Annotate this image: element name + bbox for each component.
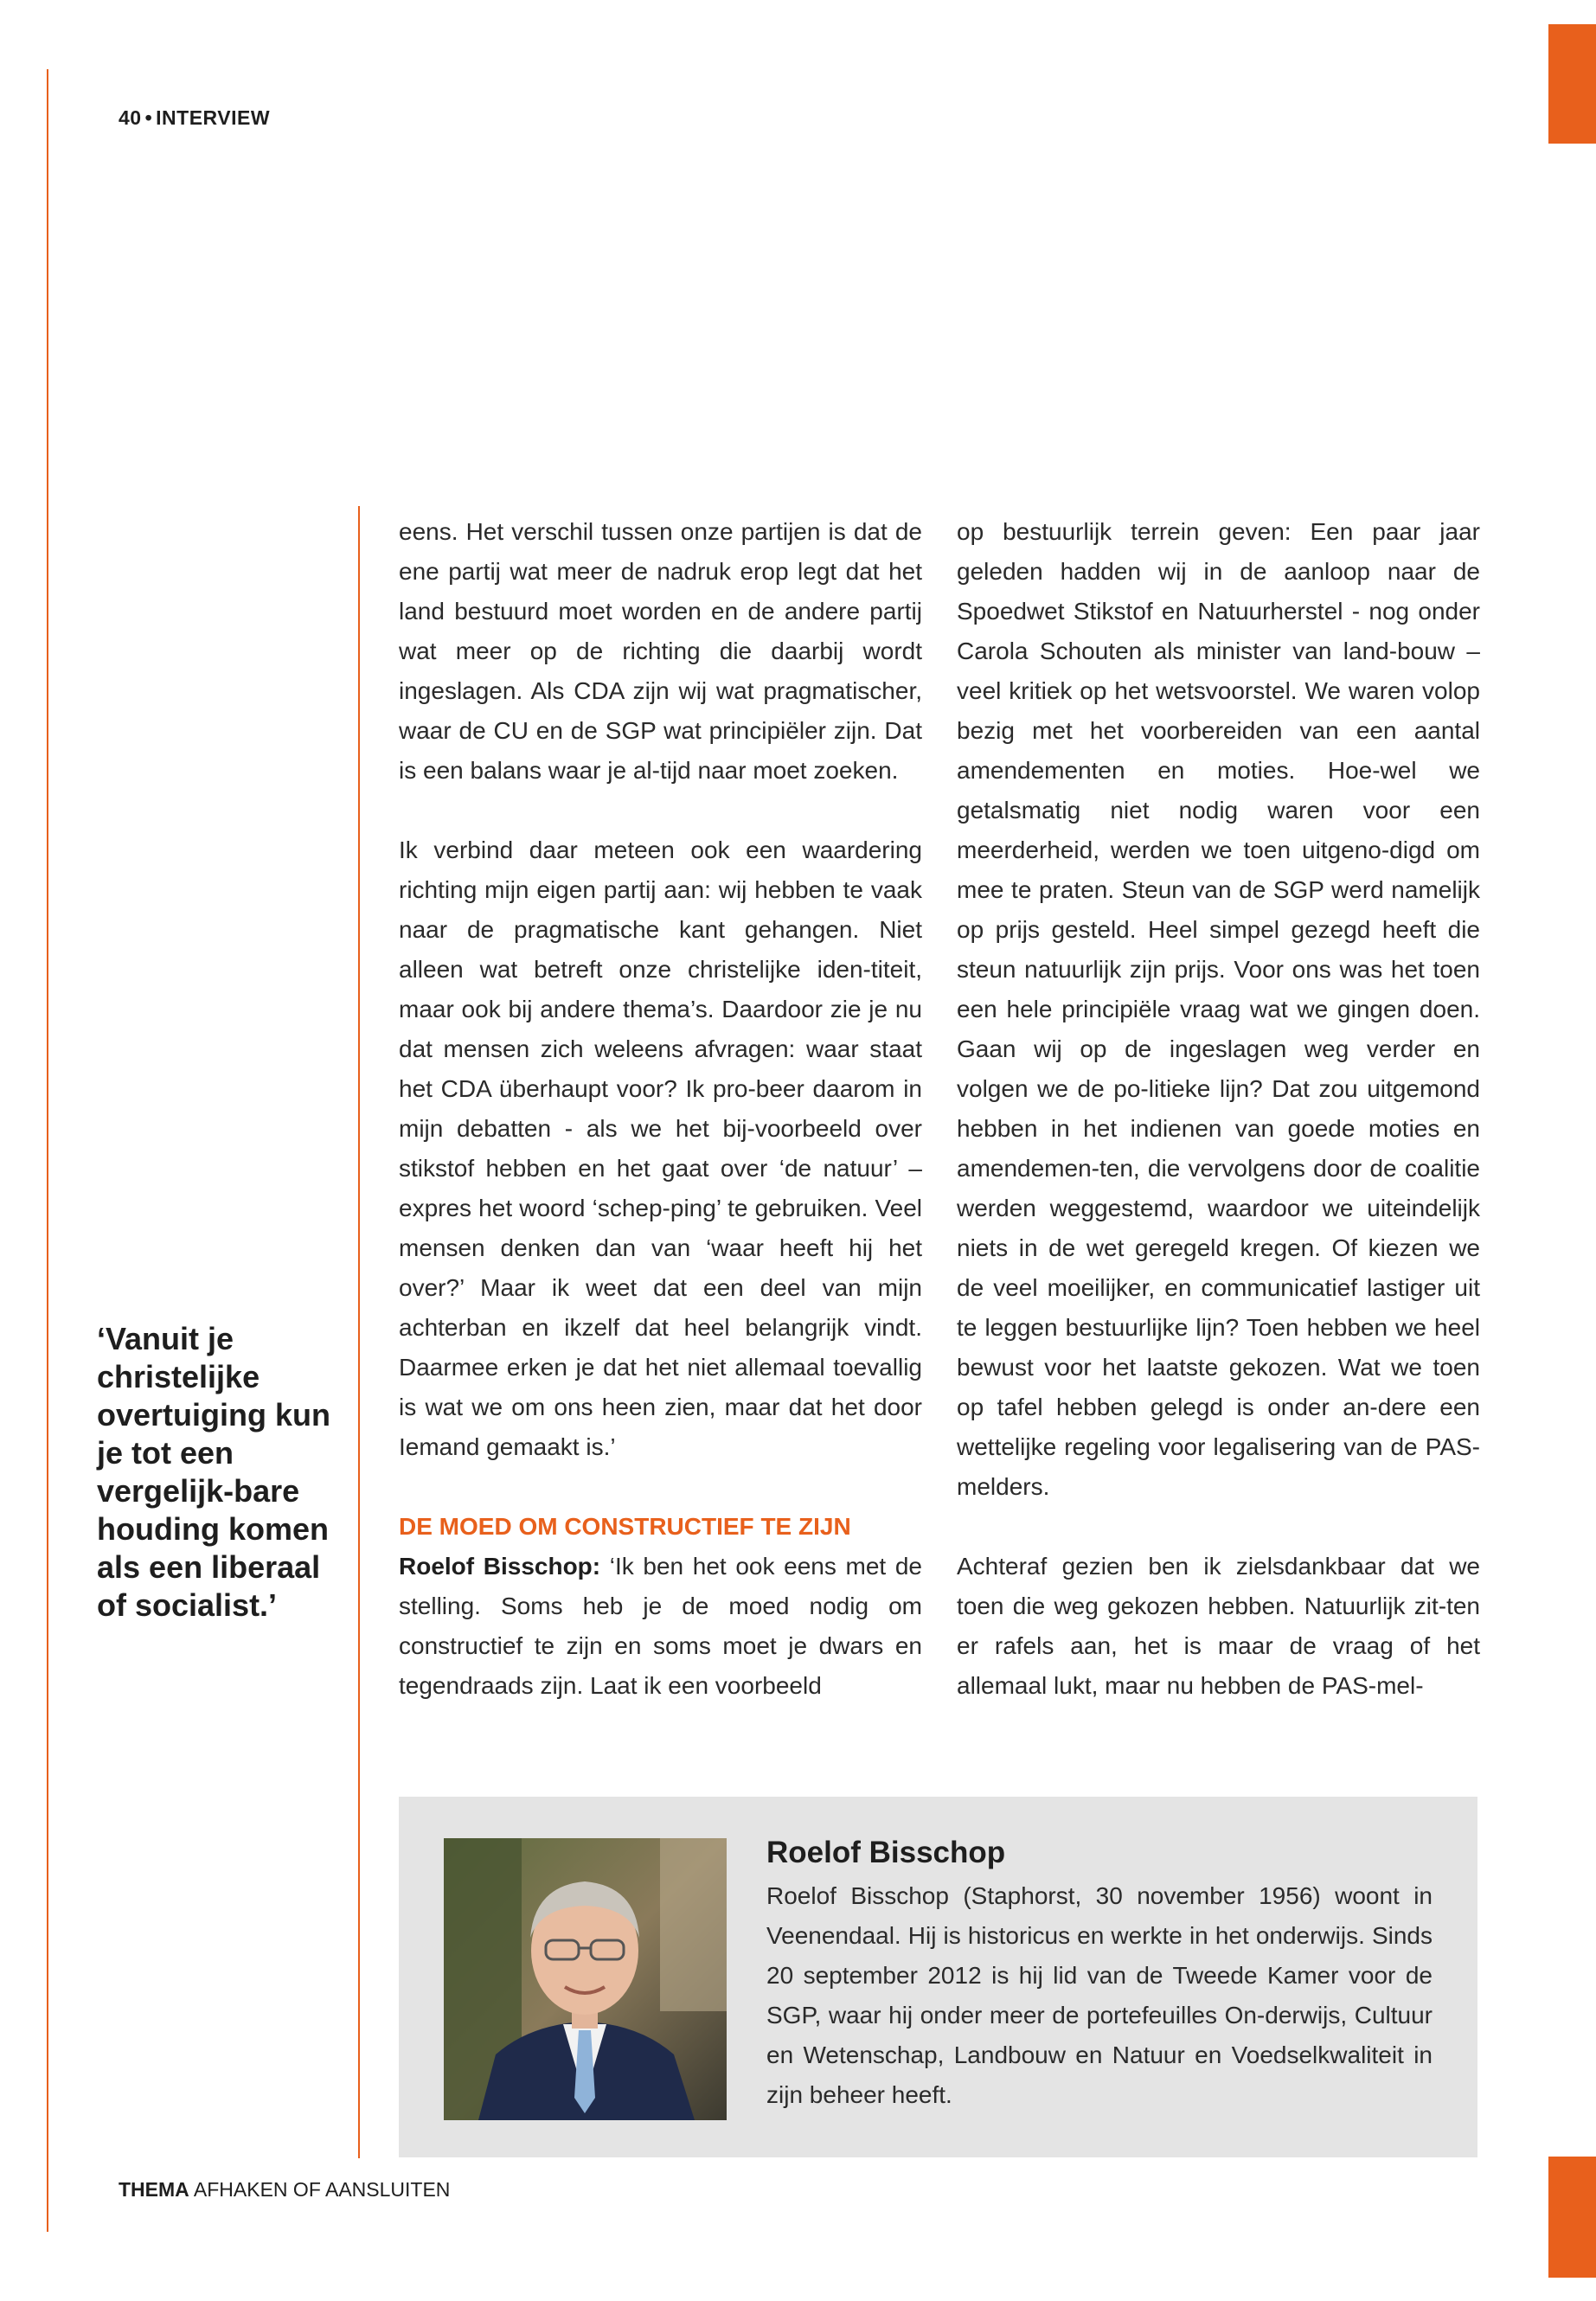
orange-edge-tab-top <box>1548 24 1596 144</box>
portrait-illustration <box>444 1838 727 2120</box>
speaker-name: Roelof Bisschop: <box>399 1553 601 1580</box>
paragraph: Achteraf gezien ben ik zielsdankbaar dat we toen die weg gekozen hebben. Natuurlijk zit-ten er rafels aan, het is maar de vraag of het allemaal lukt, maar nu hebben de PAS-mel- <box>957 1553 1480 1699</box>
section-heading: DE MOED OM CONSTRUCTIEF TE ZIJN <box>399 1513 851 1540</box>
bio-body: Roelof Bisschop (Staphorst, 30 november 1956) woont in Veenendaal. Hij is historicus en werkte in het onderwijs. Sinds 20 september 2012 is hij lid van de Tweede Kamer voor de SGP, waar hij onder meer de portefeuilles On-derwijs, Cultuur en Wetenschap, Landbouw en Natuur en Voedselkwaliteit in zijn beheer heeft. <box>766 1882 1433 2108</box>
footer-theme-label: THEMA <box>119 2178 189 2201</box>
page-number: 40 <box>119 106 142 129</box>
running-head <box>119 106 270 130</box>
portrait-photo <box>444 1838 727 2120</box>
paragraph: op bestuurlijk terrein geven: Een paar jaar geleden hadden wij in de aanloop naar de Spoedwet Stikstof en Natuurherstel - nog onder Carola Schouten als minister van land-bouw – veel kritiek op het wetsvoorstel. We waren volop bezig met het voorbereiden van een aantal amendementen en moties. Hoe-wel we getalsmatig niet nodig waren voor een meerderheid, werden we toen uitgeno-digd om mee te praten. Steun van de SGP werd namelijk op prijs gesteld. Heel simpel gezegd heeft die steun natuurlijk zijn prijs. Voor ons was het toen een hele principiële vraag wat we gingen doen. Gaan wij op de ingeslagen weg verder en volgen we de po-litieke lijn? Dat zou uitgemond hebben in het indienen van goede moties en amendemen-ten, die vervolgens door de coalitie werden weggestemd, waardoor we uiteindelijk niets in de wet geregeld kregen. Of kiezen we de veel moeilijker, en communicatief lastiger uit te leggen bestuurlijke lijn? Toen hebben we heel bewust voor het laatste gekozen. Wat we toen op tafel hebben gelegd is onder an-dere een wettelijke regeling voor legalisering van de PAS-melders. <box>957 518 1480 1500</box>
bio-box <box>399 1797 1477 2157</box>
article-column-left <box>399 512 922 1706</box>
footer-theme-title: AFHAKEN OF AANSLUITEN <box>193 2178 451 2201</box>
header-separator: • <box>144 106 153 129</box>
paragraph <box>399 1547 922 1706</box>
bio-text-block <box>766 1833 1433 2115</box>
bio-name: Roelof Bisschop <box>766 1836 1006 1869</box>
article-column-right <box>957 512 1480 1706</box>
paragraph-text: ‘Ik ben het ook eens met de stelling. Soms heb je de moed nodig om constructief te zijn en soms moet je dwars en tegendraads zijn. Laat ik een voorbeeld <box>399 1553 922 1699</box>
orange-edge-tab-bottom <box>1548 2157 1596 2278</box>
pull-quote: ‘Vanuit je christelijke overtuiging kun je tot een vergelijk-bare houding komen als een liberaal of socialist.’ <box>97 1321 330 1623</box>
paragraph: Ik verbind daar meteen ook een waardering richting mijn eigen partij aan: wij hebben te vaak naar de pragmatische kant gehangen. Niet alleen wat betreft onze christelijke iden-titeit, maar ook bij andere thema’s. Daardoor zie je nu dat mensen zich weleens afvragen: waar staat het CDA überhaupt voor? Ik pro-beer daarom in mijn debatten - als we het bij-voorbeeld over stikstof hebben en het gaat over ‘de natuur’ – expres het woord ‘schep-ping’ te gebruiken. Veel mensen denken dan van ‘waar heeft hij het over?’ Maar ik weet dat een deel van mijn achterban en ikzelf dat heel belangrijk vindt. Daarmee erken je dat het niet allemaal toevallig is wat we om ons heen zien, maar dat het door Iemand gemaakt is.’ <box>399 836 922 1460</box>
left-margin-rule <box>47 69 48 2232</box>
column-divider-rule <box>358 506 360 2158</box>
footer <box>119 2178 450 2202</box>
paragraph: eens. Het verschil tussen onze partijen is dat de ene partij wat meer de nadruk erop legt dat het land bestuurd moet worden en de andere partij wat meer op de richting die daarbij wordt ingeslagen. Als CDA zijn wij wat pragmatischer, waar de CU en de SGP wat principiëler zijn. Dat is een balans waar je al-tijd naar moet zoeken. <box>399 518 922 784</box>
section-label: INTERVIEW <box>156 106 271 129</box>
